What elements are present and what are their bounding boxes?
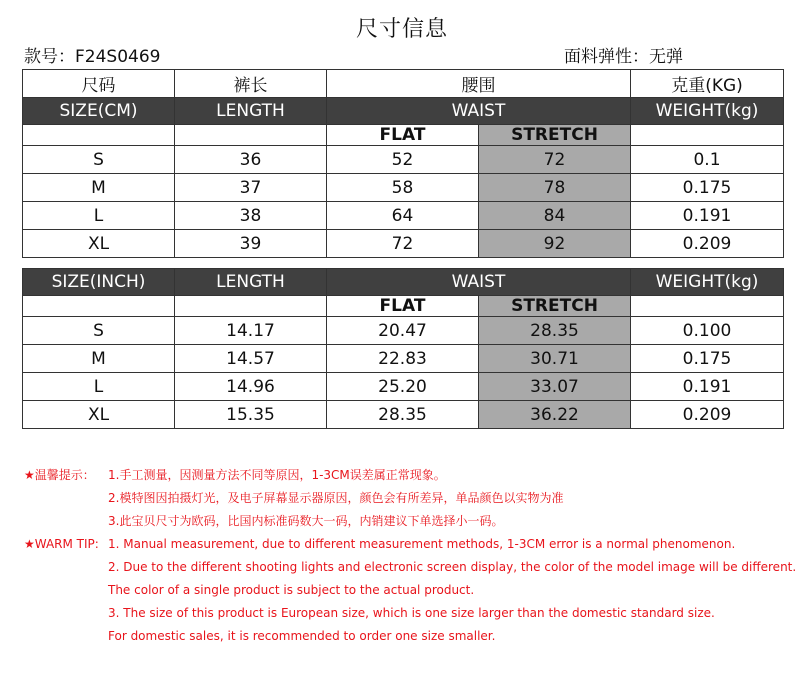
table-row xyxy=(23,174,784,202)
zh-header-weight: 克重(KG) xyxy=(631,70,784,98)
note-line xyxy=(24,602,794,625)
cell-waist-stretch: 36.22 xyxy=(479,401,631,429)
cell-length: 14.96 xyxy=(175,373,327,401)
header-length: LENGTH xyxy=(175,269,327,296)
cell-waist-stretch: 33.07 xyxy=(479,373,631,401)
header-weight: WEIGHT(kg) xyxy=(631,98,784,125)
subheader-flat: FLAT xyxy=(327,296,479,317)
cell-length: 14.17 xyxy=(175,317,327,345)
cell-size: M xyxy=(23,345,175,373)
cell-waist-flat: 20.47 xyxy=(327,317,479,345)
note-line xyxy=(24,579,794,602)
subheader-stretch: STRETCH xyxy=(479,125,631,146)
en-tip-text: 1. Manual measurement, due to different measurement methods, 1-3CM error is a normal phenomenon. xyxy=(108,537,736,551)
note-line xyxy=(24,625,794,648)
table-row xyxy=(23,146,784,174)
cell-waist-flat: 52 xyxy=(327,146,479,174)
en-tip-text: For domestic sales, it is recommended to order one size smaller. xyxy=(108,629,496,643)
table-row xyxy=(23,317,784,345)
note-line xyxy=(24,487,794,510)
zh-header-length: 裤长 xyxy=(175,70,327,98)
cell-length: 39 xyxy=(175,230,327,258)
zh-header-waist: 腰围 xyxy=(327,70,631,98)
zh-tip-label: ★温馨提示： xyxy=(24,468,95,482)
header-size: SIZE(CM) xyxy=(23,98,175,125)
cell-size: L xyxy=(23,373,175,401)
note-line xyxy=(24,556,797,579)
header-length: LENGTH xyxy=(175,98,327,125)
page-title: 尺寸信息 xyxy=(355,17,448,42)
note-line xyxy=(24,464,794,487)
fabric-stretch-info: 面料弹性：无弹 xyxy=(564,47,683,67)
cell-waist-stretch: 30.71 xyxy=(479,345,631,373)
subheader-empty xyxy=(631,125,784,146)
table-row xyxy=(23,373,784,401)
cm-subheader-row xyxy=(23,125,784,146)
size-table-inch xyxy=(22,268,784,429)
cell-size: M xyxy=(23,174,175,202)
cell-weight: 0.191 xyxy=(631,373,784,401)
cell-waist-stretch: 84 xyxy=(479,202,631,230)
cell-weight: 0.191 xyxy=(631,202,784,230)
cell-weight: 0.209 xyxy=(631,401,784,429)
zh-header-size: 尺码 xyxy=(23,70,175,98)
cell-waist-flat: 64 xyxy=(327,202,479,230)
zh-tip-text: 1.手工测量，因测量方法不同等原因，1-3CM误差属正常现象。 xyxy=(108,468,446,482)
cell-weight: 0.209 xyxy=(631,230,784,258)
cell-weight: 0.175 xyxy=(631,345,784,373)
cell-weight: 0.1 xyxy=(631,146,784,174)
chinese-header-row xyxy=(23,70,784,98)
cell-waist-flat: 28.35 xyxy=(327,401,479,429)
cell-waist-stretch: 78 xyxy=(479,174,631,202)
table-row xyxy=(23,345,784,373)
cell-size: XL xyxy=(23,230,175,258)
cell-waist-flat: 72 xyxy=(327,230,479,258)
header-size: SIZE(INCH) xyxy=(23,269,175,296)
inch-header-row xyxy=(23,269,784,296)
en-tip-text: 2. Due to the different shooting lights and electronic screen display, the color of the model image will be different. xyxy=(108,560,797,574)
note-line xyxy=(24,510,794,533)
header-weight: WEIGHT(kg) xyxy=(631,269,784,296)
zh-tip-text: 3.此宝贝尺寸为欧码，比国内标准码数大一码，内销建议下单选择小一码。 xyxy=(108,514,504,528)
cell-waist-flat: 25.20 xyxy=(327,373,479,401)
table-row xyxy=(23,230,784,258)
inch-subheader-row xyxy=(23,296,784,317)
cell-size: XL xyxy=(23,401,175,429)
zh-tip-text: 2.模特图因拍摄灯光，及电子屏幕显示器原因，颜色会有所差异，单品颜色以实物为准 xyxy=(108,491,564,505)
subheader-empty xyxy=(23,296,175,317)
subheader-flat: FLAT xyxy=(327,125,479,146)
en-tip-text: 3. The size of this product is European size, which is one size larger than the domestic standard size. xyxy=(108,606,715,620)
size-table-cm xyxy=(22,69,784,258)
cell-weight: 0.100 xyxy=(631,317,784,345)
cell-waist-stretch: 92 xyxy=(479,230,631,258)
header-waist: WAIST xyxy=(327,269,631,296)
notes-section xyxy=(24,464,797,648)
cell-waist-stretch: 28.35 xyxy=(479,317,631,345)
subheader-stretch: STRETCH xyxy=(479,296,631,317)
subheader-empty xyxy=(175,296,327,317)
cell-length: 36 xyxy=(175,146,327,174)
cell-size: L xyxy=(23,202,175,230)
subheader-empty xyxy=(23,125,175,146)
cm-header-row xyxy=(23,98,784,125)
en-tip-text: The color of a single product is subject to the actual product. xyxy=(108,583,475,597)
table-row xyxy=(23,401,784,429)
en-tip-label: ★WARM TIP: xyxy=(24,537,99,551)
table-row xyxy=(23,202,784,230)
cell-weight: 0.175 xyxy=(631,174,784,202)
cell-waist-flat: 58 xyxy=(327,174,479,202)
subheader-empty xyxy=(631,296,784,317)
cell-length: 38 xyxy=(175,202,327,230)
header-waist: WAIST xyxy=(327,98,631,125)
style-number: 款号：F24S0469 xyxy=(24,47,161,67)
cell-length: 37 xyxy=(175,174,327,202)
cell-length: 15.35 xyxy=(175,401,327,429)
cell-waist-flat: 22.83 xyxy=(327,345,479,373)
cell-size: S xyxy=(23,146,175,174)
cell-size: S xyxy=(23,317,175,345)
subheader-empty xyxy=(175,125,327,146)
cell-length: 14.57 xyxy=(175,345,327,373)
note-line xyxy=(24,533,794,556)
cell-waist-stretch: 72 xyxy=(479,146,631,174)
